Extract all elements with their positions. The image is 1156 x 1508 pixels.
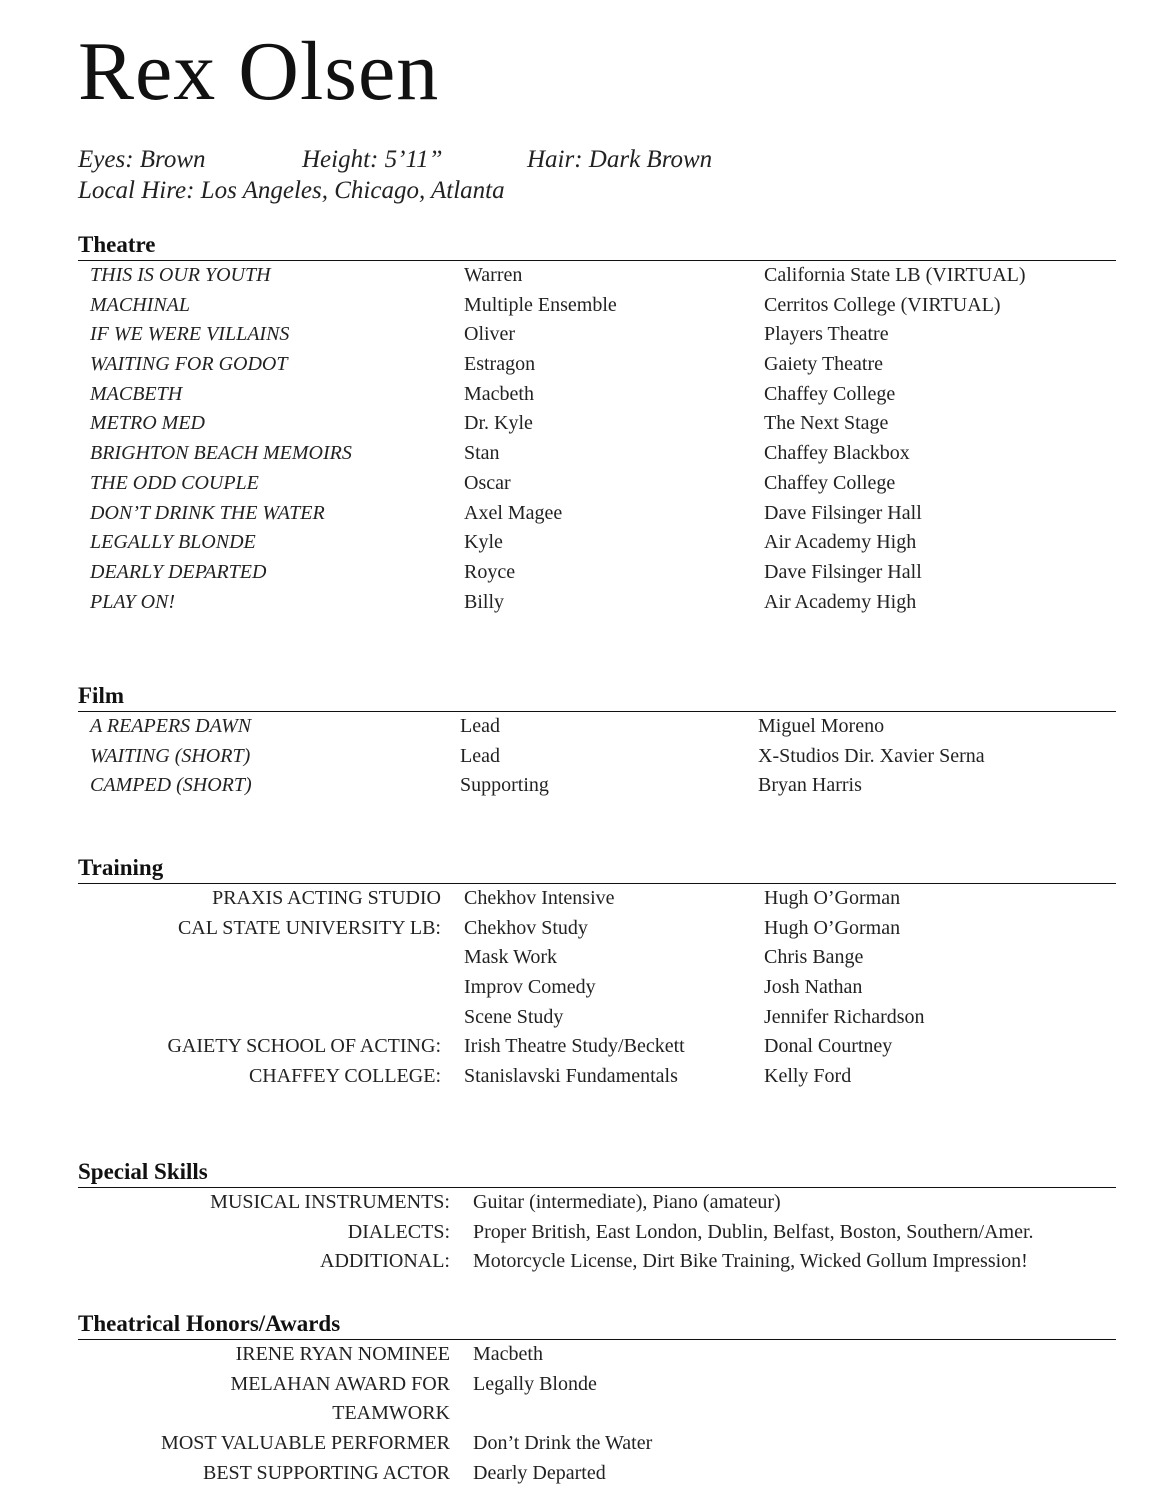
special-skills-heading: Special Skills	[78, 1157, 1116, 1188]
production-title: DEARLY DEPARTED	[90, 560, 267, 583]
role: Supporting	[460, 774, 549, 797]
film-credit-row	[78, 712, 1116, 742]
award-name: MOST VALUABLE PERFORMER	[161, 1432, 450, 1455]
awards-section	[78, 1309, 1116, 1488]
school: CAL STATE UNIVERSITY LB:	[177, 916, 441, 939]
film-title: WAITING (SHORT)	[90, 744, 251, 767]
actor-name: Rex Olsen	[78, 25, 440, 118]
role: Multiple Ensemble	[464, 293, 617, 316]
training-row	[78, 1003, 1116, 1033]
skill-category: DIALECTS:	[347, 1220, 450, 1243]
skill-detail: Guitar (intermediate), Piano (amateur)	[473, 1191, 781, 1213]
venue: Dave Filsinger Hall	[764, 501, 922, 524]
venue: Chaffey Blackbox	[764, 442, 910, 465]
skill-detail: Proper British, East London, Dublin, Belfast, Boston, Southern/Amer.	[473, 1220, 1034, 1243]
venue: Players Theatre	[764, 323, 889, 346]
course: Chekhov Intensive	[464, 887, 615, 909]
venue: California State LB (VIRTUAL)	[764, 264, 1026, 286]
role: Royce	[464, 560, 516, 583]
special-skills-section	[78, 1157, 1116, 1277]
hair-stat: Hair: Dark Brown	[527, 146, 713, 173]
film-credit-row	[78, 742, 1116, 772]
film-heading: Film	[78, 681, 1116, 712]
theatre-credit-row	[78, 439, 1116, 469]
course: Irish Theatre Study/Beckett	[464, 1035, 685, 1058]
award-production: Dearly Departed	[473, 1461, 606, 1484]
role: Kyle	[464, 531, 503, 554]
production-title: DON’T DRINK THE WATER	[90, 501, 325, 524]
theatre-credit-row	[78, 558, 1116, 588]
instructor: Donal Courtney	[764, 1035, 893, 1058]
training-section	[78, 853, 1116, 1092]
production-title: MACHINAL	[90, 293, 190, 316]
theatre-credit-row	[78, 320, 1116, 350]
skill-category: ADDITIONAL:	[320, 1250, 450, 1273]
training-row	[78, 973, 1116, 1003]
role: Billy	[464, 590, 505, 613]
role: Axel Magee	[464, 501, 563, 524]
instructor: Josh Nathan	[764, 976, 863, 999]
course: Chekhov Study	[464, 916, 588, 939]
theatre-credit-row	[78, 499, 1116, 529]
school: PRAXIS ACTING STUDIO	[212, 887, 441, 909]
director: Bryan Harris	[758, 774, 862, 797]
award-production: Don’t Drink the Water	[473, 1432, 653, 1455]
production-title: THIS IS OUR YOUTH	[90, 264, 271, 286]
skill-category: MUSICAL INSTRUMENTS:	[210, 1191, 450, 1213]
course: Stanislavski Fundamentals	[464, 1065, 678, 1088]
instructor: Chris Bange	[764, 946, 864, 969]
venue: Air Academy High	[764, 531, 917, 554]
instructor: Hugh O’Gorman	[764, 916, 901, 939]
production-title: WAITING FOR GODOT	[90, 353, 288, 376]
production-title: MACBETH	[90, 382, 183, 405]
award-production: Legally Blonde	[473, 1372, 597, 1395]
training-row	[78, 884, 1116, 914]
theatre-heading: Theatre	[78, 230, 1116, 261]
training-row	[78, 1062, 1116, 1092]
awards-heading: Theatrical Honors/Awards	[78, 1309, 1116, 1340]
award-name: MELAHAN AWARD FOR	[230, 1372, 450, 1395]
training-row	[78, 1032, 1116, 1062]
role: Warren	[464, 264, 523, 286]
role: Lead	[460, 715, 500, 737]
skill-row	[78, 1218, 1116, 1248]
school: CHAFFEY COLLEGE:	[248, 1065, 441, 1088]
role: Dr. Kyle	[464, 412, 533, 435]
course: Improv Comedy	[464, 976, 596, 999]
role: Stan	[464, 442, 500, 465]
skill-row	[78, 1188, 1116, 1218]
award-row	[78, 1370, 1116, 1400]
director: X-Studios Dir. Xavier Serna	[758, 744, 985, 767]
venue: Chaffey College	[764, 471, 896, 494]
eyes-stat: Eyes: Brown	[78, 146, 206, 173]
award-row	[78, 1340, 1116, 1370]
venue: The Next Stage	[764, 412, 889, 435]
award-name: TEAMWORK	[332, 1402, 450, 1425]
role: Macbeth	[464, 382, 534, 405]
production-title: PLAY ON!	[90, 590, 176, 613]
award-name: IRENE RYAN NOMINEE	[235, 1343, 450, 1365]
venue: Chaffey College	[764, 382, 896, 405]
theatre-credit-row	[78, 261, 1116, 291]
venue: Gaiety Theatre	[764, 353, 884, 376]
award-row	[78, 1429, 1116, 1459]
instructor: Kelly Ford	[764, 1065, 852, 1088]
course: Mask Work	[464, 946, 558, 969]
theatre-credit-row	[78, 469, 1116, 499]
award-row	[78, 1459, 1116, 1489]
film-credit-row	[78, 771, 1116, 801]
award-row	[78, 1399, 1116, 1429]
training-row	[78, 943, 1116, 973]
director: Miguel Moreno	[758, 715, 885, 737]
theatre-section	[78, 230, 1116, 617]
award-name: BEST SUPPORTING ACTOR	[202, 1461, 450, 1484]
theatre-credit-row	[78, 588, 1116, 618]
production-title: METRO MED	[90, 412, 205, 435]
production-title: IF WE WERE VILLAINS	[90, 323, 290, 346]
theatre-credit-row	[78, 350, 1116, 380]
instructor: Jennifer Richardson	[764, 1005, 925, 1028]
skill-detail: Motorcycle License, Dirt Bike Training, Wicked Gollum Impression!	[473, 1250, 1028, 1273]
production-title: THE ODD COUPLE	[90, 471, 259, 494]
film-title: A REAPERS DAWN	[90, 715, 252, 737]
role: Lead	[460, 744, 500, 767]
theatre-credit-row	[78, 291, 1116, 321]
role: Oliver	[464, 323, 516, 346]
theatre-credit-row	[78, 380, 1116, 410]
school: GAIETY SCHOOL OF ACTING:	[167, 1035, 441, 1058]
award-production: Macbeth	[473, 1343, 543, 1365]
course: Scene Study	[464, 1005, 564, 1028]
venue: Cerritos College (VIRTUAL)	[764, 293, 1001, 316]
production-title: BRIGHTON BEACH MEMOIRS	[90, 442, 352, 465]
training-heading: Training	[78, 853, 1116, 884]
skill-row	[78, 1247, 1116, 1277]
theatre-credit-row	[78, 409, 1116, 439]
instructor: Hugh O’Gorman	[764, 887, 901, 909]
role: Estragon	[464, 353, 536, 376]
production-title: LEGALLY BLONDE	[90, 531, 256, 554]
theatre-credit-row	[78, 528, 1116, 558]
height-stat: Height: 5’11”	[302, 146, 443, 173]
venue: Air Academy High	[764, 590, 917, 613]
training-row	[78, 914, 1116, 944]
venue: Dave Filsinger Hall	[764, 560, 922, 583]
local-hire-stat: Local Hire: Los Angeles, Chicago, Atlanta	[78, 177, 505, 204]
film-title: CAMPED (SHORT)	[90, 774, 252, 797]
film-section	[78, 681, 1116, 801]
role: Oscar	[464, 471, 511, 494]
